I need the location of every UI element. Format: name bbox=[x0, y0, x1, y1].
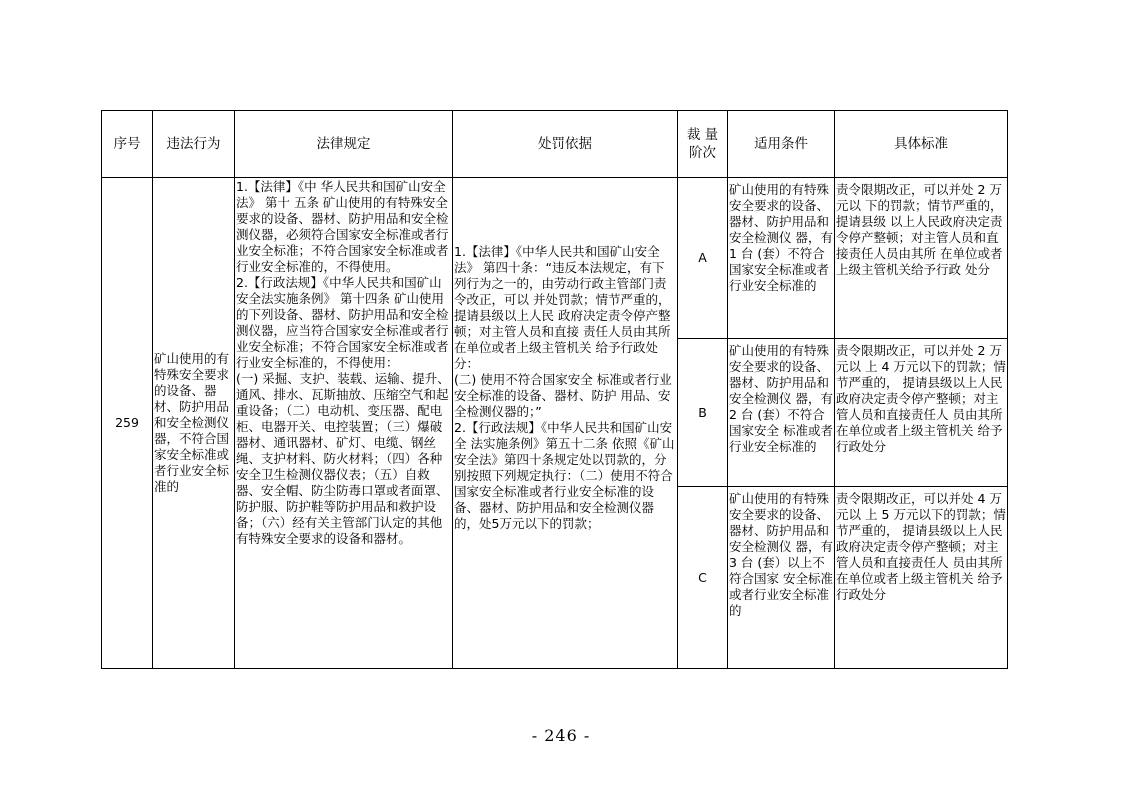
level-a-standard: 责令限期改正，可以并处 2 万元以 下的罚款；情节严重的，提请县级 以上人民政府决定责令停产整顿；对主管人员和直接责任人员由其所 在单位或者上级主管机关给予行政 处分 bbox=[835, 178, 1008, 339]
table-header-row bbox=[102, 111, 1008, 178]
header-condition: 适用条件 bbox=[728, 111, 835, 178]
regulation-table bbox=[101, 110, 1008, 669]
level-c-condition: 矿山使用的有特殊安全要求的设备、器材、防护用品和安全检测仪 器，有 3 台 (套）以上不符合国家 安全标准或者行业安全标准的 bbox=[728, 487, 835, 669]
header-standard: 具体标准 bbox=[835, 111, 1008, 178]
level-c-label: C bbox=[678, 487, 728, 669]
page-number: - 246 - bbox=[531, 726, 591, 745]
table-row bbox=[102, 178, 1008, 339]
level-b-standard: 责令限期改正，可以并处 2 万元以 上 4 万元以下的罚款；情节严重的， 提请县级以上人民政府决定责令停产整顿；对主管人员和直接责任人 员由其所在单位或者上级主管机关 给予行政处分 bbox=[835, 339, 1008, 487]
level-a-label: A bbox=[678, 178, 728, 339]
row-basis: 1.【法律】《中华人民共和国矿山安全法》 第四十条：“违反本法规定，有下列行为之一的，由劳动行政主管部门责令改正，可以 并处罚款；情节严重的，提请县级以上人民 政府决定责令停产整顿；对主管人员和直接 责任人员由其所在单位或者上级主管机关 给予行政处分： (二) 使用不符合国家安全 标准或者行业安全标准的设备、器材、防护 用品、安全检测仪器的；” 2.【行政法规】《中华人民共和国矿山安全 法实施条例》第五十二条 依照《矿山安全法》第四十条规定处以罚款的，分别按照下列规定执行：（二）使用不符合国家安全标准或者行业安全标准的设备、器材、防护用品和安全检测仪器的，处5万元以下的罚款； bbox=[453, 178, 678, 669]
level-c-standard: 责令限期改正，可以并处 4 万元以 上 5 万元以下的罚款；情节严重的， 提请县级以上人民政府决定责令停产整顿；对主管人员和直接责任人 员由其所在单位或者上级主管机关 给予行政处分 bbox=[835, 487, 1008, 669]
row-violation: 矿山使用的有特殊安全要求 的设备、器材、防护用品和安全检测仪器，不符合国家安全标准或者行业安全标准的 bbox=[153, 178, 235, 669]
level-b-label: B bbox=[678, 339, 728, 487]
row-law: 1.【法律】《中 华人民共和国矿山安全法》 第十 五条 矿山使用的有特殊安全要求的设备、器材、防护用品和安全检测仪器，必须符合国家安全标准或者行业安全标准；不符合国家安全标准或者行业安全标准的，不得使用。 2.【行政法规】《中华人民共和国矿山安全法实施条例》 第十四条 矿山使用的下列设备、器材、防护用品和安全检测仪器，应当符合国家安全标准或者行业安全标准；不符合国家安全标准或者行业安全标准的，不得使用： (一) 采掘、支护、装载、运输、提升、通风、排水、瓦斯抽放、压缩空气和起重设备；（二）电动机、变压器、配电柜、电器开关、电控装置；（三）爆破器材、通讯器材、矿灯、电缆、钢丝绳、支护材料、防火材料；（四）各种安全卫生检测仪器仪表；（五）自救器、安全帽、防尘防毒口罩或者面罩、防护服、防护鞋等防护用品和救护设备；（六）经有关主管部门认定的其他有特殊安全要求的设备和器材。 bbox=[235, 178, 453, 669]
header-violation: 违法行为 bbox=[153, 111, 235, 178]
level-a-condition: 矿山使用的有特殊安全要求的设备、器材、防护用品和安全检测仪 器，有 1 台 (套）不符合国家安全标准或者行业安全标准的 bbox=[728, 178, 835, 339]
level-b-condition: 矿山使用的有特殊安全要求的设备、器材、防护用品和安全检测仪 器，有 2 台 (套）不符合国家安全 标准或者行业安全标准的 bbox=[728, 339, 835, 487]
header-level: 裁 量 阶次 bbox=[678, 111, 728, 178]
header-basis: 处罚依据 bbox=[453, 111, 678, 178]
row-seq: 259 bbox=[102, 178, 153, 669]
header-law: 法律规定 bbox=[235, 111, 453, 178]
header-seq: 序号 bbox=[102, 111, 153, 178]
